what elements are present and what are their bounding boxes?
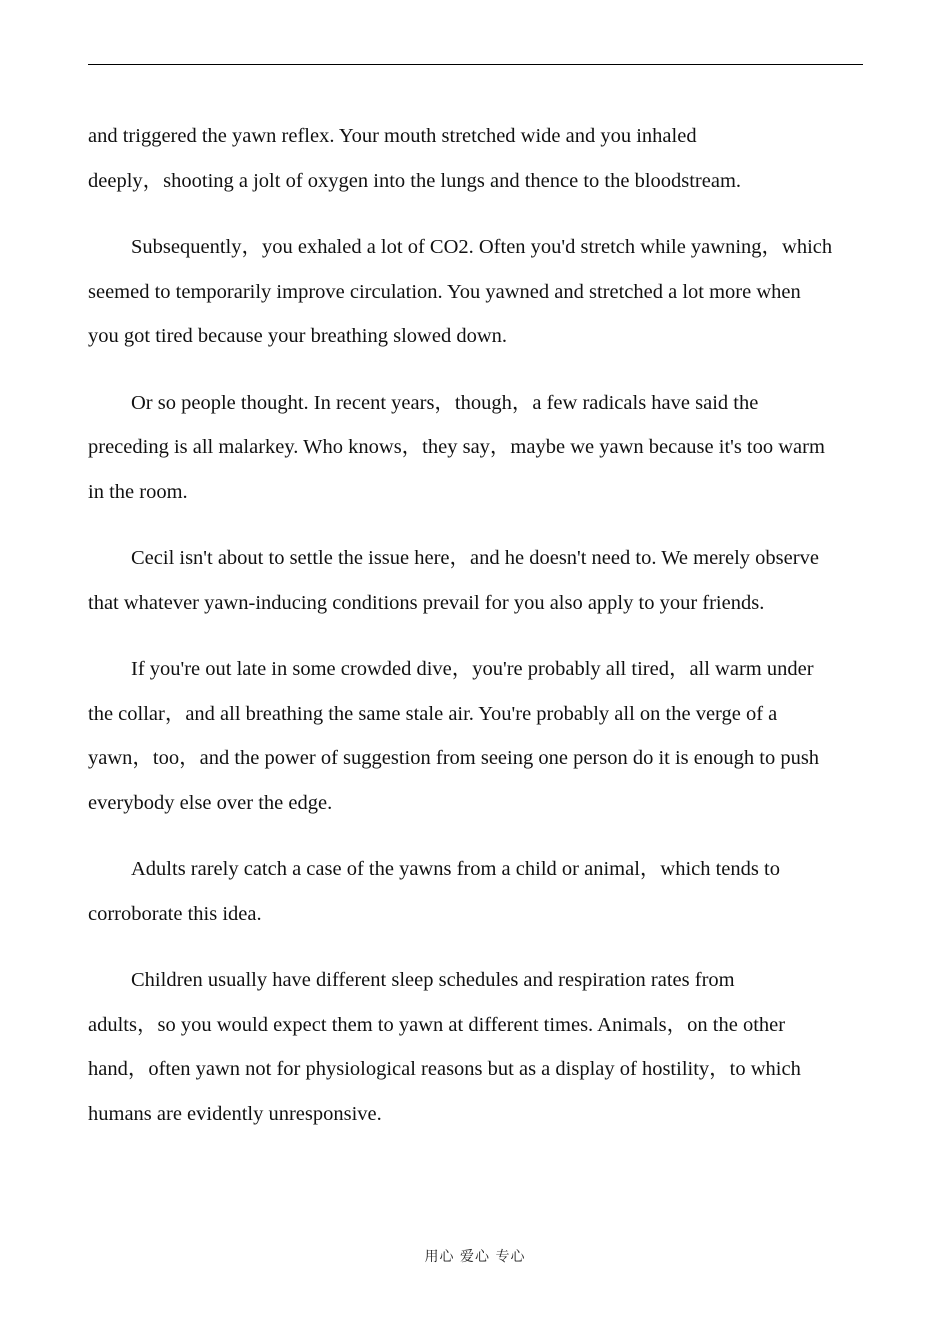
text-line: If you're out late in some crowded dive，you're probably all tired，all warm under	[131, 658, 814, 680]
text-line: Or so people thought. In recent years，though，a few radicals have said the	[131, 391, 759, 414]
text-line: preceding is all malarkey. Who knows，they say，maybe we yawn because it's too warm	[88, 436, 825, 458]
text-line: hand，often yawn not for physiological reasons but as a display of hostility，to which	[88, 1058, 801, 1080]
text-line: humans are evidently unresponsive.	[88, 1102, 382, 1125]
text-line: Adults rarely catch a case of the yawns from a child or animal，which tends to	[131, 858, 780, 880]
text-line: that whatever yawn-inducing conditions prevail for you also apply to your friends.	[88, 591, 765, 614]
paragraph	[88, 114, 864, 203]
paragraph	[88, 647, 864, 825]
text-line: adults，so you would expect them to yawn at different times. Animals，on the other	[88, 1013, 786, 1036]
text-line: seemed to temporarily improve circulation. You yawned and stretched a lot more when	[88, 280, 801, 303]
paragraph	[88, 225, 864, 359]
text-line: and triggered the yawn reflex. Your mouth stretched wide and you inhaled	[88, 125, 697, 147]
paragraph	[88, 381, 864, 515]
document-body	[88, 114, 864, 1158]
text-line: Cecil isn't about to settle the issue here，and he doesn't need to. We merely observe	[131, 547, 819, 569]
text-line: yawn，too，and the power of suggestion from seeing one person do it is enough to push	[88, 747, 820, 769]
text-line: in the room.	[88, 480, 188, 503]
header-rule	[88, 64, 863, 65]
text-line: deeply，shooting a jolt of oxygen into the lungs and thence to the bloodstream.	[88, 169, 742, 192]
text-line: everybody else over the edge.	[88, 791, 333, 814]
paragraph	[88, 536, 864, 625]
page-footer: 用心 爱心 专心	[424, 1249, 526, 1265]
paragraph	[88, 958, 864, 1136]
text-line: Subsequently，you exhaled a lot of CO2. Often you'd stretch while yawning，which	[131, 236, 833, 258]
text-line: the collar，and all breathing the same stale air. You're probably all on the verge of a	[88, 702, 778, 725]
text-line: you got tired because your breathing slowed down.	[88, 325, 508, 347]
text-line: corroborate this idea.	[88, 902, 262, 925]
paragraph	[88, 847, 864, 936]
text-line: Children usually have different sleep schedules and respiration rates from	[131, 969, 735, 991]
